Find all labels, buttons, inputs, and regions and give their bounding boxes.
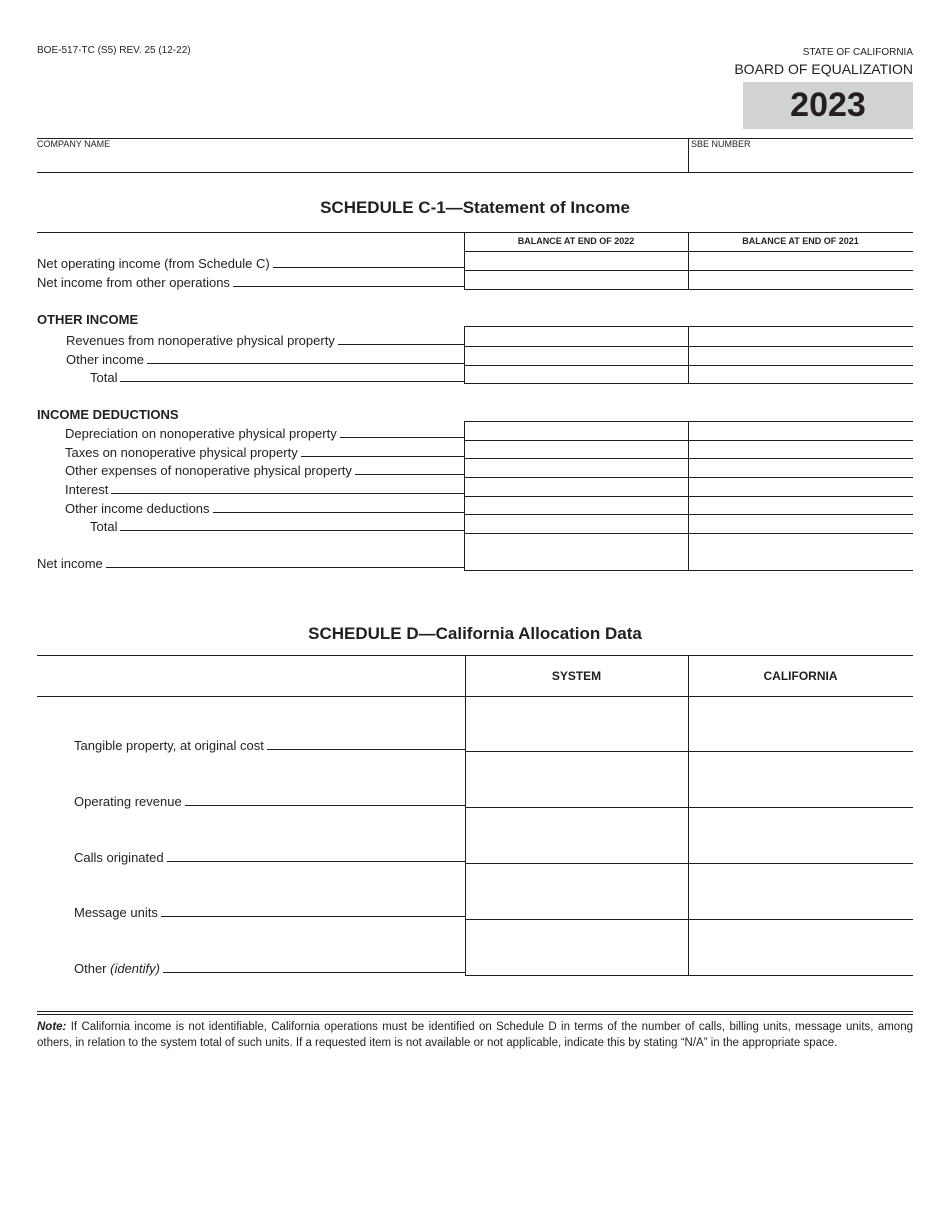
row-label: Other income deductions: [65, 501, 210, 516]
input-net-income-2022[interactable]: [465, 534, 688, 570]
d-row-rule: [465, 975, 913, 976]
input-deductions-total-2022[interactable]: [465, 515, 688, 533]
row-label: Revenues from nonoperative physical property: [66, 333, 335, 348]
row-label-identify: (identify): [110, 961, 160, 976]
row-other-income-deductions: [65, 501, 464, 516]
row-label: Interest: [65, 482, 109, 497]
sbe-number-label: SBE NUMBER: [691, 139, 751, 149]
input-interest-2021[interactable]: [689, 478, 913, 496]
other-income-heading: OTHER INCOME: [37, 312, 139, 327]
d-col-header-california: CALIFORNIA: [763, 669, 838, 683]
row-other-income: [66, 352, 464, 367]
input-other-expenses-2022[interactable]: [465, 459, 688, 477]
form-id: BOE-517-TC (S5) REV. 25 (12-22): [37, 45, 191, 56]
c1-row-rule: [464, 383, 913, 384]
leader-line: [106, 567, 464, 568]
leader-line: [355, 474, 464, 475]
leader-line: [161, 916, 465, 917]
leader-line: [301, 456, 464, 457]
input-other-income-2022[interactable]: [465, 347, 688, 365]
field-top-rule: [37, 138, 913, 139]
leader-line: [273, 267, 464, 268]
note-paragraph: [37, 1019, 913, 1051]
input-other-income-2021[interactable]: [689, 347, 913, 365]
note-rule-1: [37, 1011, 913, 1012]
year-box: [743, 82, 913, 129]
note-label: Note:: [37, 1021, 67, 1033]
leader-line: [233, 286, 464, 287]
input-net-operating-income-2021[interactable]: [689, 252, 913, 270]
row-label: Taxes on nonoperative physical property: [65, 445, 298, 460]
d-header-top-rule: [37, 655, 913, 656]
row-deductions-total: [90, 519, 464, 534]
leader-line: [120, 530, 464, 531]
schedule-d-title: SCHEDULE D—California Allocation Data: [308, 624, 642, 643]
sbe-number-field[interactable]: [691, 150, 911, 170]
leader-line: [120, 381, 464, 382]
note-text: If California income is not identifiable, California operations must be identified on Schedule D in terms of the number of calls, billing units, message units, among others, in relation to the system total of such units. If a requested item is not available or not applicable, indicate this by stating “N/A” in the appropriate space.: [37, 1021, 913, 1049]
row-net-income-other-operations: [37, 275, 464, 290]
input-other-deductions-2021[interactable]: [689, 497, 913, 514]
leader-line: [338, 344, 464, 345]
c1-row-rule: [464, 289, 913, 290]
row-other-expenses-nonoperative: [65, 463, 464, 478]
row-label: Other income: [66, 352, 145, 367]
field-divider: [688, 138, 689, 172]
input-other-expenses-2021[interactable]: [689, 459, 913, 477]
row-calls-originated: [74, 850, 465, 865]
schedule-c1-title: SCHEDULE C-1—Statement of Income: [320, 198, 630, 217]
leader-line: [267, 749, 465, 750]
row-label: Net income: [37, 556, 103, 571]
input-interest-2022[interactable]: [465, 478, 688, 496]
input-operating-revenue-system[interactable]: [466, 752, 688, 807]
row-net-operating-income: [37, 256, 464, 271]
agency-label: BOARD OF EQUALIZATION: [734, 61, 913, 77]
row-label: Depreciation on nonoperative physical property: [65, 426, 337, 441]
input-deductions-total-2021[interactable]: [689, 515, 913, 533]
input-taxes-2021[interactable]: [689, 441, 913, 458]
input-other-income-total-2022[interactable]: [465, 366, 688, 383]
row-net-income: [37, 556, 464, 571]
row-label: Operating revenue: [74, 794, 182, 809]
c1-header-top-rule: [37, 232, 913, 233]
input-depreciation-2021[interactable]: [689, 422, 913, 440]
input-calls-originated-california[interactable]: [689, 808, 913, 863]
input-other-income-total-2021[interactable]: [689, 366, 913, 383]
input-net-income-other-2021[interactable]: [689, 271, 913, 289]
input-tangible-property-california[interactable]: [689, 697, 913, 751]
row-label: Net operating income (from Schedule C): [37, 256, 270, 271]
row-label: Net income from other operations: [37, 275, 230, 290]
row-taxes-nonoperative: [65, 445, 464, 460]
company-name-field[interactable]: [37, 150, 682, 170]
row-label: Total: [90, 370, 118, 385]
input-net-income-2021[interactable]: [689, 534, 913, 570]
input-net-operating-income-2022[interactable]: [465, 252, 688, 270]
input-depreciation-2022[interactable]: [465, 422, 688, 440]
state-label: STATE OF CALIFORNIA: [802, 47, 913, 58]
input-message-units-california[interactable]: [689, 864, 913, 919]
leader-line: [167, 861, 465, 862]
leader-line: [213, 512, 464, 513]
row-label: Message units: [74, 905, 158, 920]
leader-line: [147, 363, 464, 364]
year-value: 2023: [790, 86, 866, 124]
input-operating-revenue-california[interactable]: [689, 752, 913, 807]
row-other-identify: [74, 961, 465, 976]
c1-col-header-2022: BALANCE AT END OF 2022: [517, 236, 635, 246]
row-interest: [65, 482, 464, 497]
input-other-california[interactable]: [689, 920, 913, 975]
row-depreciation-nonoperative: [65, 426, 464, 441]
c1-row-rule: [464, 570, 913, 571]
input-net-income-other-2022[interactable]: [465, 271, 688, 289]
note-rule-2: [37, 1014, 913, 1015]
row-label: Other expenses of nonoperative physical property: [65, 463, 352, 478]
field-bottom-rule: [37, 172, 913, 173]
input-other-deductions-2022[interactable]: [465, 497, 688, 514]
row-message-units: [74, 905, 465, 920]
row-label: Other: [74, 961, 111, 976]
c1-col-header-2021: BALANCE AT END OF 2021: [742, 236, 859, 246]
row-tangible-property: [74, 738, 465, 753]
input-revenues-nonoperative-2021[interactable]: [689, 327, 913, 346]
row-other-income-total: [90, 370, 464, 385]
row-label: Calls originated: [74, 850, 164, 865]
leader-line: [340, 437, 464, 438]
company-name-label: COMPANY NAME: [37, 139, 111, 149]
row-label: Total: [90, 519, 118, 534]
input-message-units-system[interactable]: [466, 864, 688, 919]
input-revenues-nonoperative-2022[interactable]: [465, 327, 688, 346]
leader-line: [111, 493, 464, 494]
leader-line: [185, 805, 465, 806]
input-calls-originated-system[interactable]: [466, 808, 688, 863]
input-other-system[interactable]: [466, 920, 688, 975]
leader-line: [163, 972, 465, 973]
input-taxes-2022[interactable]: [465, 441, 688, 458]
row-label: Tangible property, at original cost: [74, 738, 264, 753]
row-operating-revenue: [74, 794, 465, 809]
row-revenues-nonoperative: [66, 333, 464, 348]
d-col-header-system: SYSTEM: [551, 669, 602, 683]
input-tangible-property-system[interactable]: [466, 697, 688, 751]
income-deductions-heading: INCOME DEDUCTIONS: [37, 407, 179, 422]
